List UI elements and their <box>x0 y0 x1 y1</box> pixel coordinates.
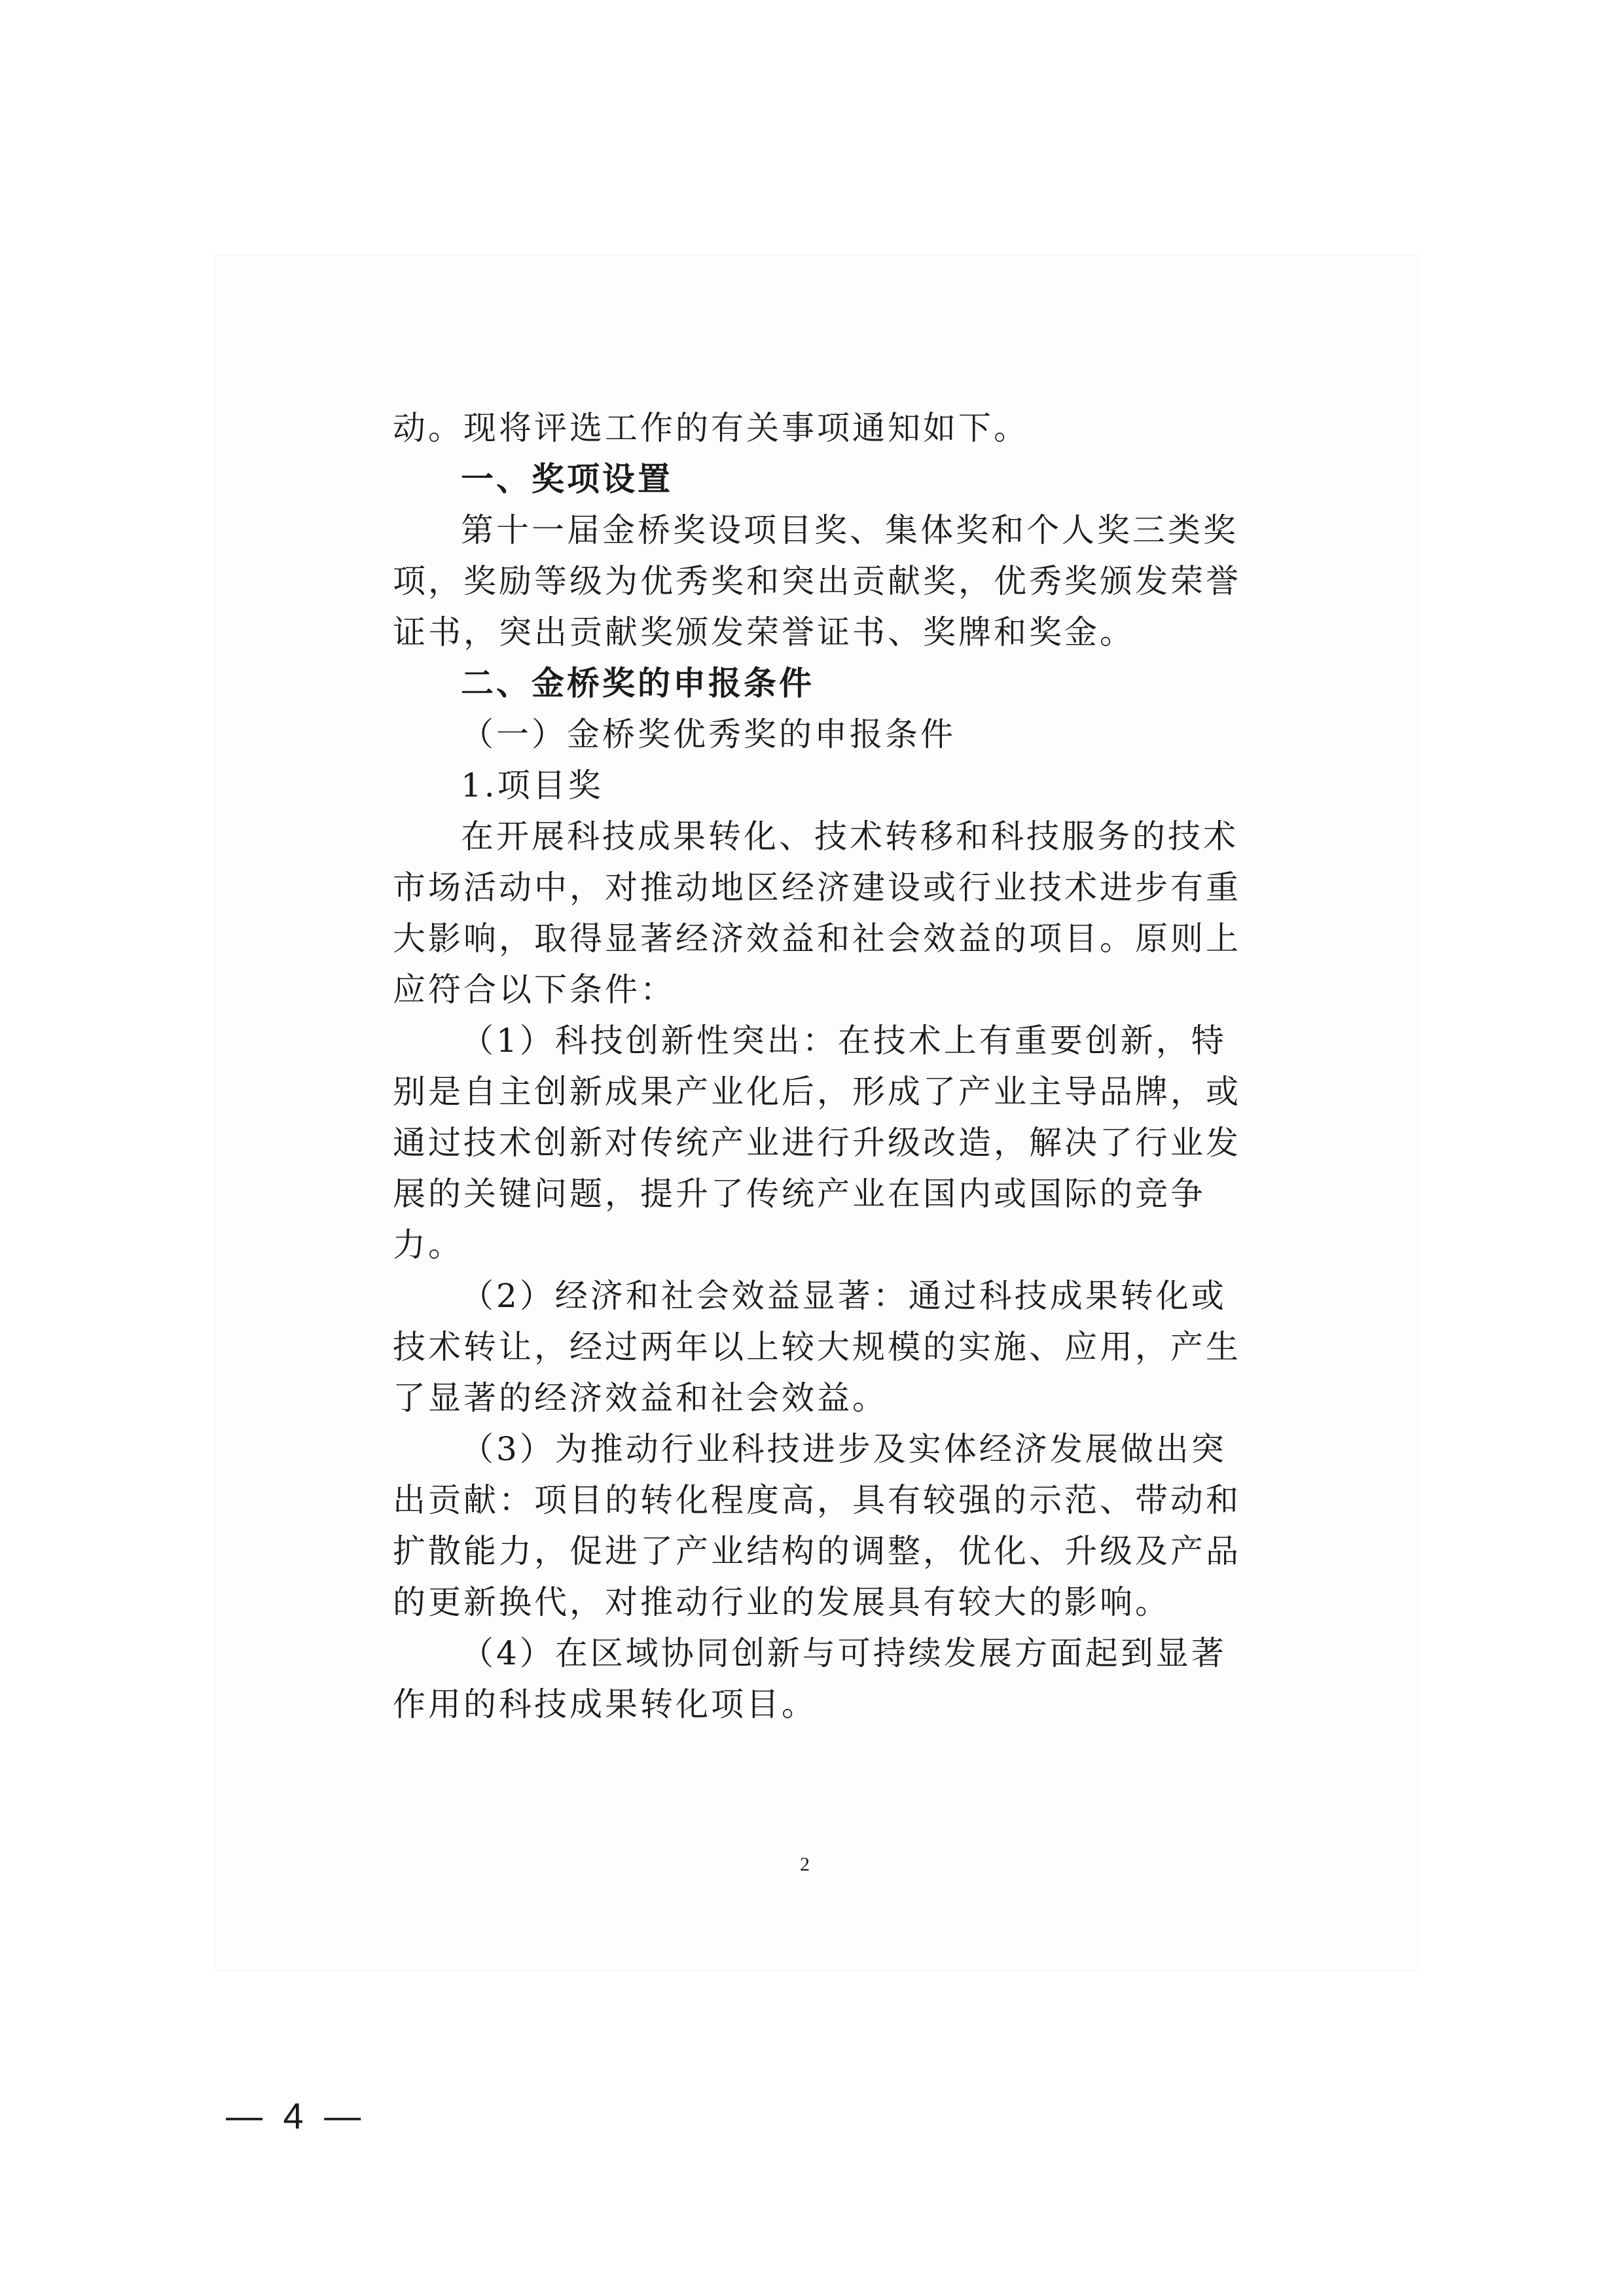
subheading-project-award: 1.项目奖 <box>461 766 604 804</box>
condition-item-1: （1）科技创新性突出：在技术上有重要创新，特别是自主创新成果产业化后，形成了产业主导品牌，或通过技术创新对传统产业进行升级改造，解决了行业发展的关键问题，提升了传统产业在国内或国际的竞争力。 <box>393 1022 1241 1264</box>
section-heading-awards: 一、奖项设置 <box>461 460 673 498</box>
document-page-number: — 4 — <box>226 2095 367 2136</box>
paragraph-intro-continuation: 动。现将评选工作的有关事项通知如下。 <box>393 409 1029 447</box>
condition-item-4: （4）在区域协同创新与可持续发展方面起到显著作用的科技成果转化项目。 <box>393 1634 1227 1723</box>
document-body <box>393 403 1257 1730</box>
section-heading-conditions: 二、金桥奖的申报条件 <box>461 664 814 702</box>
subheading-excellence-conditions: （一）金桥奖优秀奖的申报条件 <box>461 715 956 753</box>
condition-item-2: （2）经济和社会效益显著：通过科技成果转化或技术转让，经过两年以上较大规模的实施、应用，产生了显著的经济效益和社会效益。 <box>393 1277 1241 1417</box>
condition-item-3: （3）为推动行业科技进步及实体经济发展做出突出贡献：项目的转化程度高，具有较强的示范、带动和扩散能力，促进了产业结构的调整，优化、升级及产品的更新换代，对推动行业的发展具有较大的影响。 <box>393 1430 1241 1621</box>
paragraph-award-settings: 第十一届金桥奖设项目奖、集体奖和个人奖三类奖项，奖励等级为优秀奖和突出贡献奖，优秀奖颁发荣誉证书，突出贡献奖颁发荣誉证书、奖牌和奖金。 <box>393 511 1241 651</box>
paragraph-project-award-desc: 在开展科技成果转化、技术转移和科技服务的技术市场活动中，对推动地区经济建设或行业技术进步有重大影响，取得显著经济效益和社会效益的项目。原则上应符合以下条件： <box>393 817 1241 1009</box>
inner-page-number: 2 <box>800 1854 810 1875</box>
